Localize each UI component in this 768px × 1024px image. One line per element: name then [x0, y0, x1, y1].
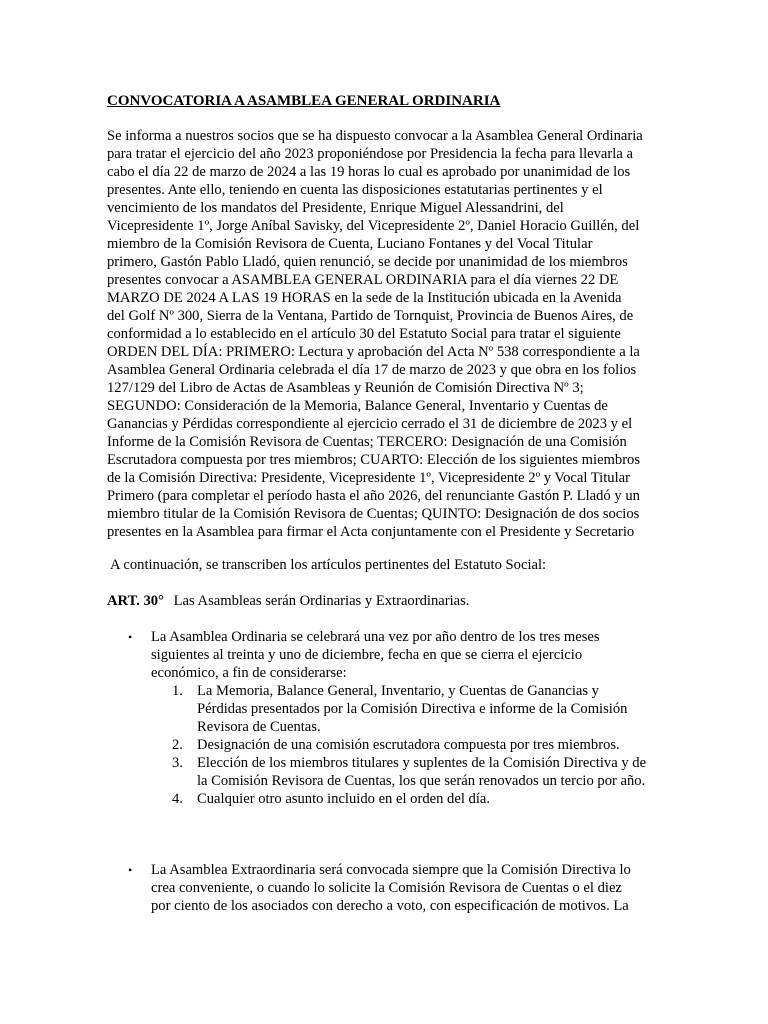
list-item-line: la Comisión Revisora de Cuentas, los que serán renovados un tercio por año. — [197, 773, 646, 789]
paragraph-line: presentes. Ante ello, teniendo en cuenta las disposiciones estatutarias pertinentes y el — [107, 182, 603, 198]
list-item-line: Revisora de Cuentas. — [197, 719, 321, 735]
paragraph-line: vencimiento de los mandatos del Presidente, Enrique Miguel Alessandrini, del — [107, 200, 564, 216]
paragraph-line: miembro de la Comisión Revisora de Cuenta, Luciano Fontanes y del Vocal Titular — [107, 236, 593, 252]
list-item-number: 4. — [172, 791, 183, 807]
paragraph-line: Vicepresidente 1º, Jorge Aníbal Savisky, del Vicepresidente 2º, Daniel Horacio Guillén, del — [107, 218, 640, 234]
paragraph-line: cabo el día 22 de marzo de 2024 a las 19 horas lo cual es aprobado por unanimidad de los — [107, 164, 631, 180]
paragraph-line: ORDEN DEL DÍA: PRIMERO: Lectura y aprobación del Acta Nº 538 correspondiente a la — [107, 344, 640, 360]
convocation-paragraph — [107, 127, 667, 541]
paragraph-line: Se informa a nuestros socios que se ha dispuesto convocar a la Asamblea General Ordinaria — [107, 128, 643, 144]
bullet-line: económico, a fin de considerarse: — [151, 665, 347, 681]
list-item-number: 3. — [172, 755, 183, 771]
bullet-line: crea conveniente, o cuando lo solicite la Comisión Revisora de Cuentas o el diez — [151, 880, 622, 896]
paragraph-line: Ganancias y Pérdidas correspondiente al ejercicio cerrado el 31 de diciembre de 2023 y el — [107, 416, 633, 432]
bullet-line: siguientes al treinta y uno de diciembre, fecha en que se cierra el ejercicio — [151, 647, 583, 663]
bullet-icon: • — [128, 863, 133, 877]
paragraph-line: SEGUNDO: Consideración de la Memoria, Balance General, Inventario y Cuentas de — [107, 398, 608, 414]
article-heading — [107, 592, 469, 610]
article-label: ART. 30° — [107, 593, 164, 609]
list-item-number: 1. — [172, 683, 183, 699]
paragraph-line: de la Comisión Directiva: Presidente, Vicepresidente 1º, Vicepresidente 2º y Vocal Titular — [107, 470, 630, 486]
paragraph-line: Asamblea General Ordinaria celebrada el día 17 de marzo de 2023 y que obra en los folios — [107, 362, 637, 378]
paragraph-line: Informe de la Comisión Revisora de Cuentas; TERCERO: Designación de una Comisión — [107, 434, 627, 450]
paragraph-line: Primero (para completar el período hasta el año 2026, del renunciante Gastón P. Lladó y un — [107, 488, 640, 504]
list-item-number: 2. — [172, 737, 183, 753]
list-item — [172, 790, 621, 808]
list-item — [172, 754, 647, 790]
paragraph-line: primero, Gastón Pablo Lladó, quien renunció, se decide por unanimidad de los miembros — [107, 254, 628, 270]
bullet-icon: • — [128, 630, 133, 644]
paragraph-line: Escrutadora compuesta por tres miembros; CUARTO: Elección de los siguientes miembros — [107, 452, 641, 468]
paragraph-line: presentes en la Asamblea para firmar el Acta conjuntamente con el Presidente y Secretario — [107, 524, 635, 540]
bullet-line: por ciento de los asociados con derecho a voto, con especificación de motivos. La — [151, 898, 629, 914]
bullet-line: La Asamblea Extraordinaria será convocada siempre que la Comisión Directiva lo — [151, 862, 631, 878]
document-title: CONVOCATORIA A ASAMBLEA GENERAL ORDINARIA — [107, 93, 501, 109]
list-item-line: Pérdidas presentados por la Comisión Directiva e informe de la Comisión — [197, 701, 628, 717]
paragraph-line: miembro titular de la Comisión Revisora de Cuentas; QUINTO: Designación de dos socios — [107, 506, 640, 522]
paragraph-line: MARZO DE 2024 A LAS 19 HORAS en la sede de la Institución ubicada en la Avenida — [107, 290, 622, 306]
bullet-line: La Asamblea Ordinaria se celebrará una vez por año dentro de los tres meses — [151, 629, 600, 645]
paragraph-line: presentes convocar a ASAMBLEA GENERAL ORDINARIA para el día viernes 22 DE — [107, 272, 619, 288]
paragraph-line: para tratar el ejercicio del año 2023 proponiéndose por Presidencia la fecha para llevarla a — [107, 146, 633, 162]
paragraph-line: del Golf Nº 300, Sierra de la Ventana, Partido de Tornquist, Provincia de Buenos Aires, de — [107, 308, 634, 324]
list-item-line: La Memoria, Balance General, Inventario, y Cuentas de Ganancias y — [197, 683, 599, 699]
paragraph-line: 127/129 del Libro de Actas de Asambleas y Reunión de Comisión Directiva Nº 3; — [107, 380, 584, 396]
article-text: Las Asambleas serán Ordinarias y Extraordinarias. — [173, 593, 470, 609]
ordinary-agenda-list — [172, 682, 647, 808]
list-item — [172, 682, 628, 736]
list-item-line: Elección de los miembros titulares y suplentes de la Comisión Directiva y de — [197, 755, 647, 771]
list-item-line: Cualquier otro asunto incluido en el orden del día. — [197, 791, 491, 807]
statute-intro: A continuación, se transcriben los artículos pertinentes del Estatuto Social: — [110, 557, 547, 573]
list-item-line: Designación de una comisión escrutadora compuesta por tres miembros. — [197, 737, 620, 753]
list-item — [172, 736, 621, 754]
paragraph-line: conformidad a lo establecido en el artículo 30 del Estatuto Social para tratar el siguiente — [107, 326, 621, 342]
